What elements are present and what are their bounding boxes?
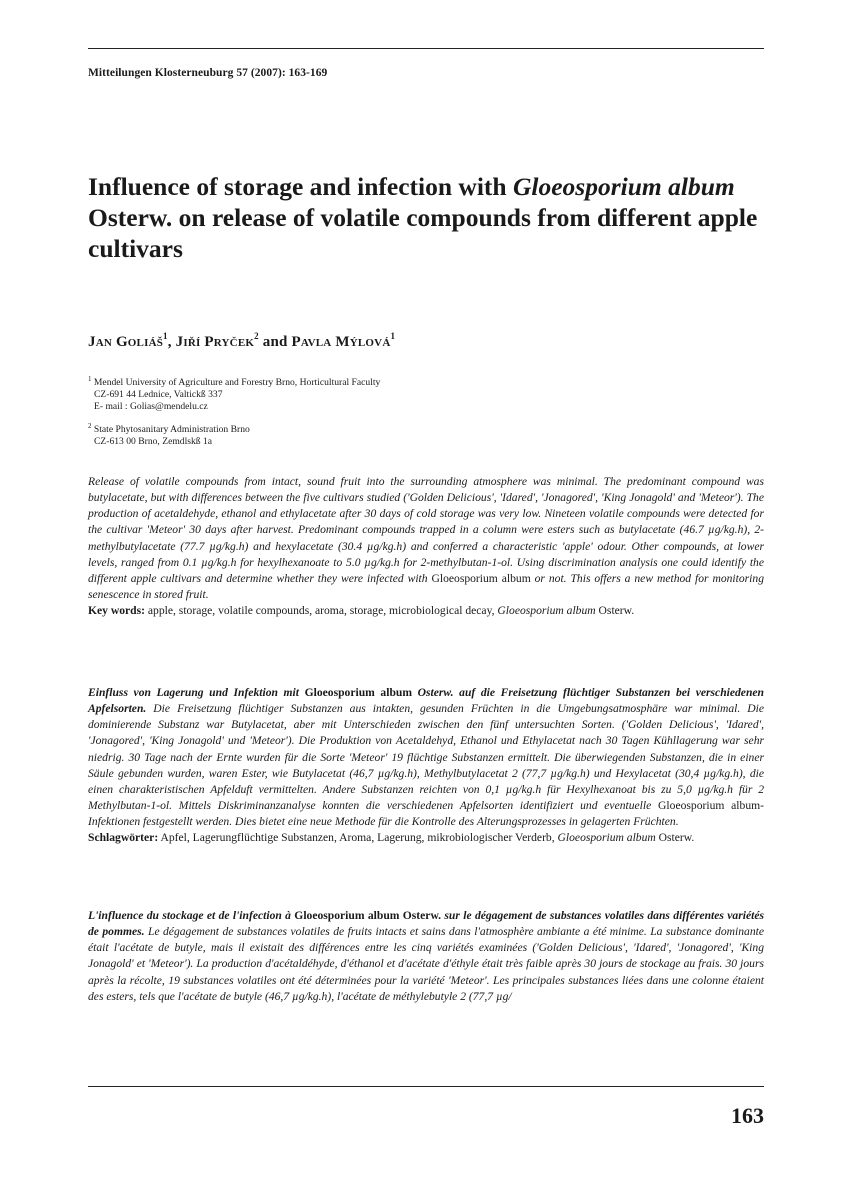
- abstract-french: [88, 908, 764, 1005]
- title-text-1: Influence of storage and infection with: [88, 172, 513, 201]
- keywords-text: Apfel, Lagerungflüchtige Substanzen, Aroma, Lagerung, mikrobiologischer Verderb,: [158, 831, 558, 845]
- journal-citation: Mitteilungen Klosterneuburg 57 (2007): 163-169: [88, 67, 328, 79]
- french-title: L'influence du stockage et de l'infection à: [88, 909, 295, 922]
- affiliation-line: [88, 373, 380, 389]
- page-number: 163: [731, 1103, 764, 1128]
- affiliation-text: Mendel University of Agriculture and Forestry Brno, Horticultural Faculty: [93, 377, 381, 388]
- keywords-end: Osterw.: [595, 604, 635, 618]
- keywords-label: Schlagwörter:: [88, 831, 159, 845]
- author-separator: and: [258, 334, 292, 350]
- keywords-species: Gloeosporium album: [497, 604, 596, 618]
- author-list: [88, 331, 395, 351]
- french-title-species: Gloeosporium album Osterw.: [294, 909, 442, 922]
- abstract-text: Die Freisetzung flüchtiger Substanzen aus intakten, gesunden Früchten in die Umgebungsatmosphäre war minimal. Die dominierende Substanz war Butylacetat, aber mit Unterschieden zwischen den fünf untersuchten Sorten. ('Golden Delicious', 'Idared', 'Jonagored', 'King Jonagold' und 'Meteor'). Die Produktion von Acetaldehyd, Ethanol und Ethylacetat nach 30 Tagen Kühllagerung war sehr niedrig. 30 Tage nach der Ernte wurden für die Sorte 'Meteor' 19 flüchtige Substanzen ermittelt. Die überwiegenden Substanzen, die in einer Säule gebunden wurden, waren Ester, wie Butylacetat (46,7 µg/kg.h), Methylbutylacetat 2 (77,7 µg/kg.h) und Hexylacetat (30,4 µg/kg.h), die einen charakteristischen Apfelduft vermittelten. Andere Substanzen reichten von 0,1 µg/kg.h für Hexylhexanoat bis zu 5,0 µg/kg.h für 2 Methylbutan-1-ol. Mittels Diskriminanzanalyse konnten die verschiedenen Apfelsorten identifiziert und eventuelle: [88, 702, 764, 813]
- author-3: Pavla Mýlová: [291, 334, 391, 350]
- affiliation-address: CZ-613 00 Brno, Zemdlskß 1a: [94, 436, 213, 447]
- affiliation-email: E- mail : Golias@mendelu.cz: [94, 401, 208, 412]
- affiliation-number: 2: [88, 422, 92, 430]
- abstract-text: Release of volatile compounds from intact, sound fruit into the surrounding atmosphere was minimal. The predominant compound was butylacetate, but with differences between the five cultivars studied ('Golden Delicious', 'Idared', 'Jonagored', 'King Jonagold' and 'Meteor'). The production of acetaldehyde, ethanol and ethylacetate after 30 days of cold storage was very low. Nineteen volatile compounds were detected for the cultivar 'Meteor' 30 days after harvest. Predominant compounds trapped in a column were esters such as butylacetate (46.7 µg/kg.h), 2-methylbutylacetate (77.7 µg/kg.h) and hexylacetate (30.4 µg/kg.h) and conferred a characteristic 'apple' odour. Other compounds, at lower levels, ranged from 0.1 µg/kg.h for hexylhexanoate to 5.0 µg/kg.h for 2-methylbutan-1-ol. Using discrimination analysis one could identify the different apple cultivars and determine whether they were infected with: [88, 475, 764, 585]
- bottom-rule: [88, 1086, 764, 1087]
- title-species-epithet: album: [668, 172, 735, 201]
- author-1: Jan Goliáš: [88, 334, 164, 350]
- affiliation-address: CZ-691 44 Lednice, Valtickß 337: [94, 389, 223, 400]
- title-text-2: Osterw. on release of volatile compounds from different apple cultivars: [88, 203, 758, 263]
- species-name: Gloeosporium album: [658, 799, 761, 813]
- abstract-german: [88, 685, 764, 847]
- abstract-text: or not. This offers a new method for monitoring senescence in stored fruit.: [88, 571, 764, 602]
- affiliation-number: 1: [88, 375, 92, 383]
- keywords-text: apple, storage, volatile compounds, aroma, storage, microbiological decay,: [145, 604, 498, 618]
- author-3-affiliation: 1: [390, 331, 396, 341]
- keywords-species: Gloeosporium album: [557, 831, 656, 845]
- author-separator: ,: [167, 334, 176, 350]
- affiliation-text: State Phytosanitary Administration Brno: [93, 424, 250, 435]
- keywords-label: Key words:: [88, 604, 145, 618]
- species-name: Gloeosporium album: [431, 571, 531, 585]
- abstract-english: [88, 474, 764, 619]
- article-title: [88, 171, 778, 264]
- french-title: sur le dégagement de substances volatiles dans différentes variétés de pommes.: [88, 909, 764, 939]
- abstract-text: Le dégagement de substances volatiles de fruits intacts et sains dans l'atmosphère ambiante a été minime. La substance dominante était l'acétate de butyle, mais il existait des différences entre les cinq variétés examinées ('Golden Delicious', 'Idared', 'Jonagored', 'King Jonagold' et 'Meteor'). La production d'acétaldéhyde, d'éthanol et d'acétate d'éthyle était très faible après 30 jours de stockage au frais. 30 jours après la récolte, 19 substances volatiles ont été déterminées pour la variété 'Meteor'. Les principales substances liées dans une colonne étaient des esters, tels que l'acétate de butyle (46,7 µg/kg.h), l'acétate de méthylebutyle 2 (77,7 µg/: [88, 925, 764, 1003]
- affiliation-1: [88, 373, 380, 413]
- german-title: Einfluss von Lagerung und Infektion mit: [88, 686, 305, 699]
- german-title: Osterw. auf die Freisetzung flüchtiger Substanzen bei verschiedenen Apfelsorten.: [88, 686, 764, 716]
- affiliation-line: [88, 420, 250, 436]
- abstract-text: -Infektionen festgestellt werden. Dies bietet eine neue Methode für die Kontrolle des Alterungsprozesses in gelagerten Früchten.: [88, 799, 765, 829]
- affiliation-2: [88, 420, 250, 448]
- title-species: Gloeosporium: [512, 172, 662, 201]
- keywords-end: Osterw.: [655, 831, 695, 845]
- affiliation-line: [88, 436, 250, 448]
- author-1-affiliation: 1: [163, 331, 168, 341]
- german-title-species: Gloeosporium album: [304, 686, 412, 699]
- top-rule: [88, 48, 764, 49]
- author-2: Jiří Pryček: [175, 334, 255, 350]
- affiliation-line: [88, 389, 380, 401]
- author-2-affiliation: 2: [254, 331, 259, 341]
- affiliation-line: [88, 401, 380, 413]
